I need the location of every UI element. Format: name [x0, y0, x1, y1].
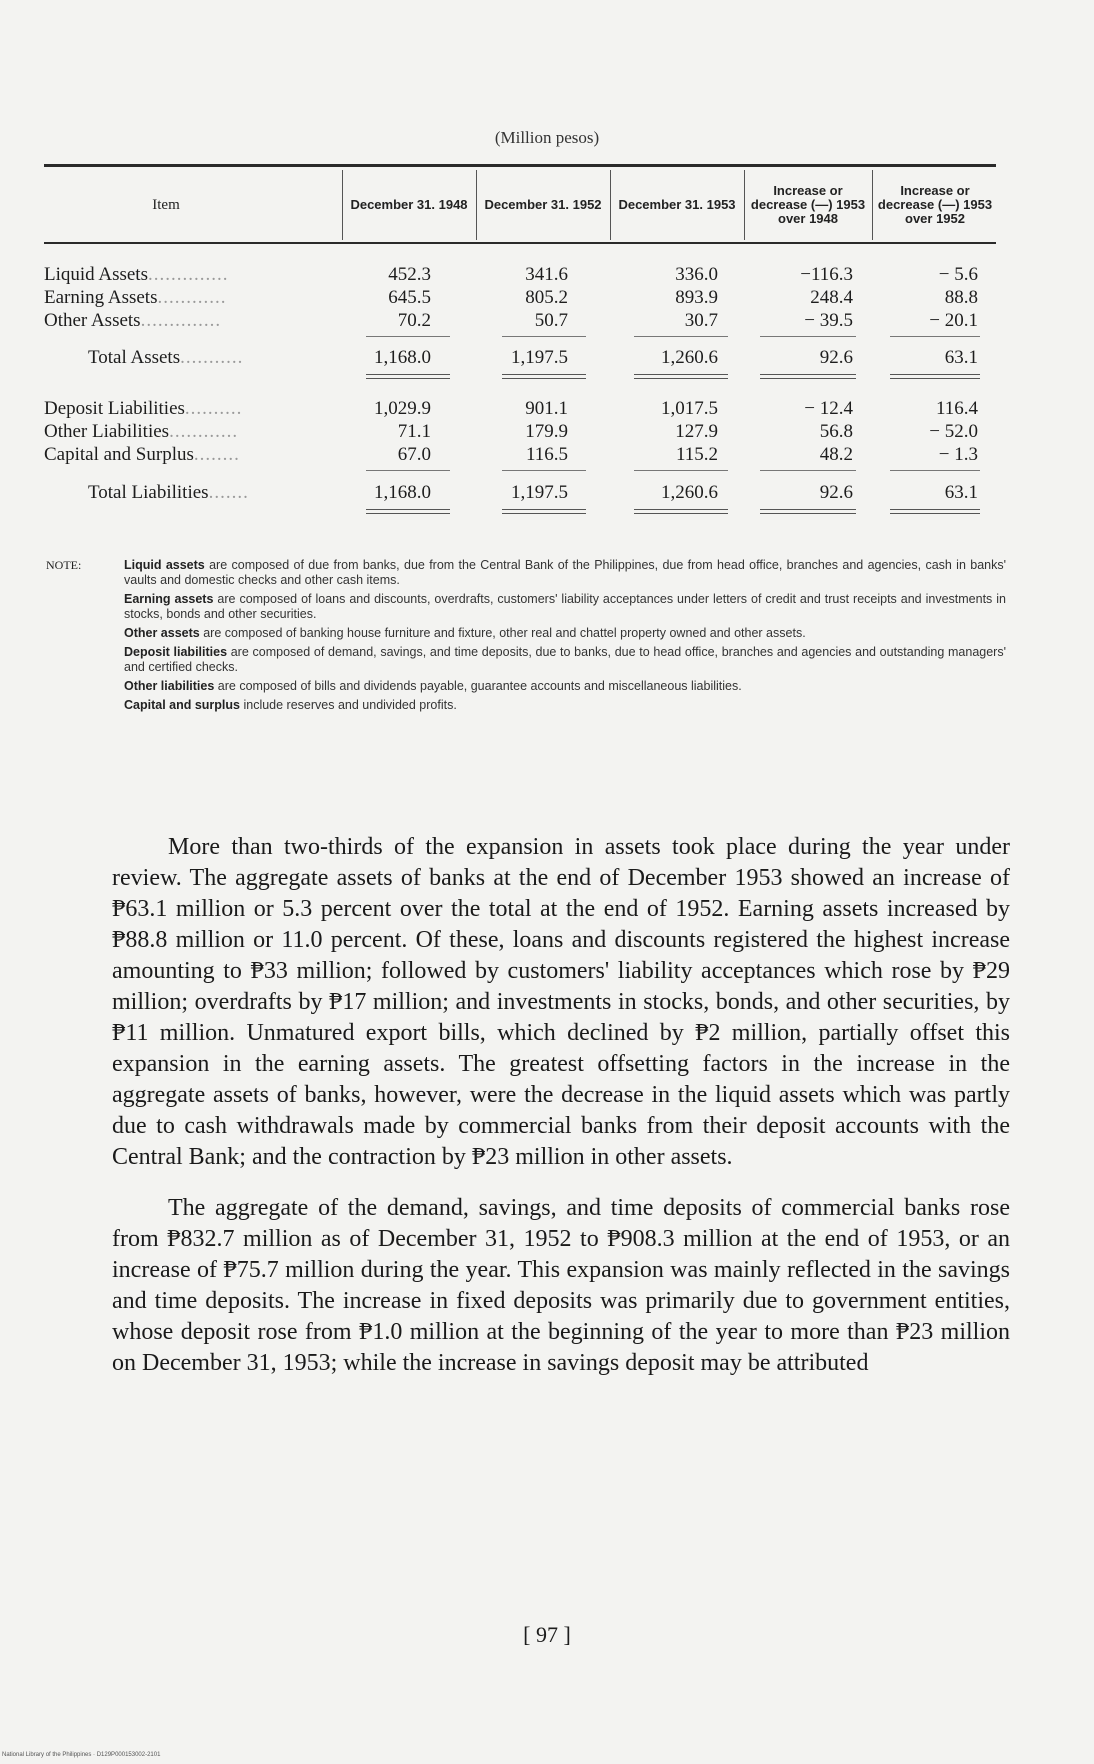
double-rule	[760, 374, 856, 379]
cell-1952: 50.7	[534, 310, 568, 331]
cell-1948: 71.1	[397, 421, 431, 442]
note-term: Capital and surplus	[124, 698, 240, 712]
table-row-total-assets	[44, 347, 996, 369]
note-term: Liquid assets	[124, 558, 205, 572]
row-label	[44, 398, 242, 420]
row-label	[44, 264, 228, 286]
note-term: Other liabilities	[124, 679, 215, 693]
note-text: are composed of demand, savings, and time deposits, due to banks, due to head office, branches and agencies and outstanding managers' and certified checks.	[124, 645, 1006, 674]
cell-1948: 67.0	[397, 444, 431, 465]
sum-rule	[634, 470, 728, 471]
cell-1948: 1,168.0	[374, 347, 431, 368]
double-rule	[634, 509, 728, 514]
row-leader-dots: ............	[157, 287, 227, 308]
row-label	[44, 310, 221, 332]
sum-rule	[634, 336, 728, 337]
row-label	[88, 347, 243, 369]
sum-rule	[502, 336, 586, 337]
note-text: include reserves and undivided profits.	[240, 698, 457, 712]
cell-change-1952: − 5.6	[938, 264, 978, 285]
note-item	[46, 645, 1006, 675]
cell-change-1948: 92.6	[819, 482, 853, 503]
header-dec-1948: December 31. 1948	[350, 197, 468, 212]
cell-1952: 179.9	[525, 421, 568, 442]
cell-1952: 1,197.5	[511, 347, 568, 368]
cell-1953: 1,260.6	[661, 347, 718, 368]
row-label	[44, 287, 226, 309]
cell-1953: 127.9	[675, 421, 718, 442]
table-row	[44, 398, 996, 420]
double-rule	[634, 374, 728, 379]
table-row	[44, 264, 996, 286]
sum-rule	[502, 470, 586, 471]
note-item	[46, 679, 1006, 694]
header-divider	[744, 170, 745, 240]
cell-1948: 452.3	[388, 264, 431, 285]
note-item	[46, 592, 1006, 622]
cell-1953: 336.0	[675, 264, 718, 285]
note-item	[46, 626, 1006, 641]
double-rule	[366, 509, 450, 514]
cell-change-1952: 88.8	[944, 287, 978, 308]
note-term: Other assets	[124, 626, 200, 640]
body-text	[112, 832, 1010, 1379]
cell-1948: 1,029.9	[374, 398, 431, 419]
row-leader-dots: ............	[169, 421, 239, 442]
cell-change-1952: − 52.0	[929, 421, 978, 442]
row-leader-dots: ..............	[140, 310, 222, 331]
cell-1953: 115.2	[675, 444, 718, 465]
row-leader-dots: ........	[193, 444, 240, 465]
note-term: Earning assets	[124, 592, 214, 606]
cell-change-1948: − 39.5	[804, 310, 853, 331]
row-label-text: Liquid Assets	[44, 264, 148, 285]
cell-1953: 30.7	[684, 310, 718, 331]
cell-change-1952: 63.1	[944, 482, 978, 503]
header-item: Item	[152, 197, 180, 213]
cell-change-1948: −116.3	[800, 264, 853, 285]
double-rule	[366, 374, 450, 379]
cell-change-1948: 48.2	[819, 444, 853, 465]
header-dec-1952: December 31. 1952	[484, 197, 602, 212]
cell-1953: 1,260.6	[661, 482, 718, 503]
double-rule	[760, 509, 856, 514]
sum-rule	[760, 470, 856, 471]
row-label	[88, 482, 249, 504]
table-row-total-liabilities	[44, 482, 996, 504]
header-change-1952: Increase or decrease (—) 1953 over 1952	[877, 183, 993, 226]
row-label	[44, 421, 238, 443]
row-label-text: Other Assets	[44, 310, 141, 331]
cell-1948: 1,168.0	[374, 482, 431, 503]
table-notes	[46, 558, 1006, 717]
sum-rule	[890, 336, 980, 337]
note-text: are composed of banking house furniture and fixture, other real and chattel property owned and other assets.	[199, 626, 806, 640]
cell-1952: 805.2	[525, 287, 568, 308]
sum-rule	[366, 336, 450, 337]
cell-change-1952: − 1.3	[938, 444, 978, 465]
row-leader-dots: .......	[208, 482, 249, 503]
cell-1952: 1,197.5	[511, 482, 568, 503]
double-rule	[890, 374, 980, 379]
note-item	[46, 558, 1006, 588]
table-top-rule	[44, 164, 996, 167]
cell-1953: 1,017.5	[661, 398, 718, 419]
double-rule	[502, 374, 586, 379]
row-label-text: Earning Assets	[44, 287, 158, 308]
cell-1952: 341.6	[525, 264, 568, 285]
cell-change-1948: 248.4	[810, 287, 853, 308]
cell-1952: 901.1	[525, 398, 568, 419]
table-header-rule	[44, 242, 996, 244]
row-label-text: Other Liabilities	[44, 421, 170, 442]
cell-change-1948: 56.8	[819, 421, 853, 442]
note-text: are composed of due from banks, due from the Central Bank of the Philippines, due from head office, branches and agencies, cash in banks' vaults and domestic checks and other cash items.	[124, 558, 1006, 587]
row-label-text: Total Liabilities	[88, 482, 209, 503]
row-leader-dots: ..........	[184, 398, 243, 419]
row-label-text: Total Assets	[88, 347, 181, 368]
unit-label: (Million pesos)	[494, 128, 600, 147]
sum-rule	[366, 470, 450, 471]
double-rule	[890, 509, 980, 514]
cell-change-1952: − 20.1	[929, 310, 978, 331]
row-label-text: Deposit Liabilities	[44, 398, 185, 419]
note-text: are composed of bills and dividends payable, guarantee accounts and miscellaneous liabilities.	[214, 679, 742, 693]
page-number: [ 97 ]	[523, 1622, 571, 1647]
header-divider	[872, 170, 873, 240]
paragraph: The aggregate of the demand, savings, and time deposits of commercial banks rose from ₱832.7 million as of December 31, 1952 to ₱908.3 million at the end of 1953, or an increase of ₱75.7 million during the year. This expansion was mainly reflected in the savings and time deposits. The increase in fixed deposits was primarily due to government entities, whose deposit rose from ₱1.0 million at the beginning of the year to more than ₱23 million on December 31, 1953; while the increase in savings deposit may be attributed	[112, 1195, 1010, 1376]
sum-rule	[890, 470, 980, 471]
archive-footer: National Library of the Philippines · D129P000153002-2101	[2, 1752, 161, 1758]
header-dec-1953: December 31. 1953	[618, 197, 736, 212]
note-term: Deposit liabilities	[124, 645, 228, 659]
table-row	[44, 287, 996, 309]
row-leader-dots: ..............	[147, 264, 229, 285]
cell-1948: 645.5	[388, 287, 431, 308]
note-prefix: NOTE:	[46, 558, 82, 572]
table-row	[44, 310, 996, 332]
cell-1952: 116.5	[525, 444, 568, 465]
header-change-1948: Increase or decrease (—) 1953 over 1948	[750, 183, 866, 226]
table-row	[44, 444, 996, 466]
cell-change-1948: 92.6	[819, 347, 853, 368]
note-text: are composed of loans and discounts, overdrafts, customers' liability acceptances under letters of credit and trust receipts and investments in stocks, bonds and other securities.	[124, 592, 1006, 621]
cell-change-1952: 63.1	[944, 347, 978, 368]
row-label	[44, 444, 240, 466]
paragraph: More than two-thirds of the expansion in assets took place during the year under review. The aggregate assets of banks at the end of December 1953 showed an increase of ₱63.1 million or 5.3 percent over the total at the end of 1952. Earning assets increased by ₱88.8 million or 11.0 percent. Of these, loans and discounts registered the highest increase amounting to ₱33 million; followed by customers' liability acceptances which rose by ₱29 million; overdrafts by ₱17 million; and investments in stocks, bonds, and other securities, by ₱11 million. Unmatured export bills, which declined by ₱2 million, partially offset this expansion in the earning assets. The greatest offsetting factors in the increase in the aggregate assets of banks, however, were the decrease in the liquid assets which was partly due to cash withdrawals made by commercial banks from their deposit accounts with the Central Bank; and the contraction by ₱23 million in other assets.	[112, 834, 1010, 1170]
cell-1953: 893.9	[675, 287, 718, 308]
note-item	[46, 698, 1006, 713]
row-leader-dots: ...........	[180, 347, 244, 368]
sum-rule	[760, 336, 856, 337]
row-label-text: Capital and Surplus	[44, 444, 194, 465]
cell-1948: 70.2	[397, 310, 431, 331]
double-rule	[502, 509, 586, 514]
cell-change-1952: 116.4	[935, 398, 978, 419]
cell-change-1948: − 12.4	[804, 398, 853, 419]
table-row	[44, 421, 996, 443]
